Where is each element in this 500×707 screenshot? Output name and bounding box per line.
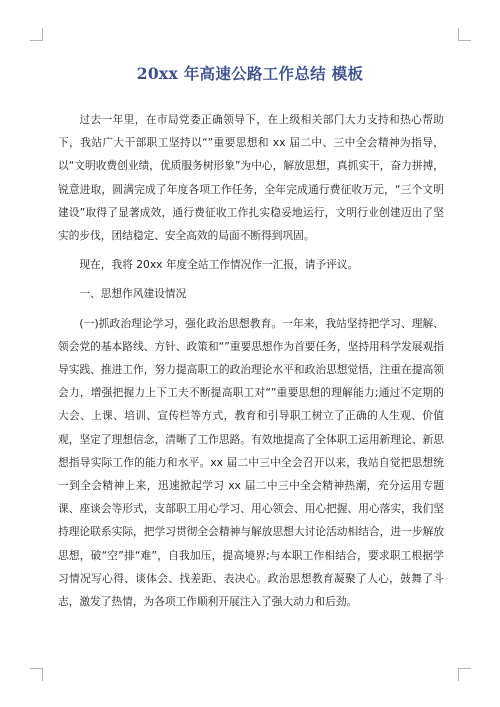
document-title: 20xx 年高速公路工作总结 模板: [136, 64, 364, 83]
paragraph-political-study: (一)抓政治理论学习，强化政治思想教育。一年来，我站坚持把学习、理解、领会党的基本路线、方针、政策和“”重要思想作为首要任务，坚持用科学发展观指导实践、推进工作，努力提高职工的政治理论水平和政治思想觉悟，注重在提高领会力，增强把握力上下工夫不断提高职工对“”重要思想的理解能力;通过不定期的大会、上课、培训、宣传栏等方式，教育和引导职工树立了正确的人生观、价值观，坚定了理想信念，清晰了工作思路。有效地提高了全体职工运用新理论、新思想指导实际工作的能力和水平。xx 届二中三中全会召开以来，我站自觉把思想统一到全会精神上来，迅速掀起学习 xx 届二中三中全会精神热潮，充分运用专题课、座谈会等形式，支部职工用心学习、用心领会、用心把握、用心落实，我们坚持理论联系实际，把学习贯彻全会精神与解放思想大讨论活动相结合，进一步解放思想，破“空”排“难”，自我加压，提高境界;与本职工作相结合，要求职工根据学习情况写心得、谈体会、找差距、表决心。政治思想教育凝聚了人心，鼓舞了斗志，激发了热情，为各项工作顺利开展注入了强大动力和后劲。: [58, 316, 444, 609]
crop-mark-top-right: [458, 28, 471, 41]
paragraph-report: 现在，我将 20xx 年度全站工作情况作一汇报，请予评议。: [79, 258, 359, 272]
document-body: [58, 108, 444, 619]
paragraph-intro: 过去一年里，在市局党委正确领导下，在上级相关部门大力支持和热心帮助下，我站广大干部职工坚持以“”重要思想和 xx 届二中、三中全会精神为指导，以“文明收费创业绩，优质服务树形象”为中心，解放思想，真抓实干，奋力拼搏，锐意进取，圆满完成了年度各项工作任务，全年完成通行费征收万元，“三个文明建设”取得了显著成效，通行费征收工作扎实稳妥地运行，文明行业创建迈出了坚实的步伐，团结稳定、安全高效的局面不断得到巩固。: [58, 113, 444, 243]
section-heading: 一、思想作风建设情况: [79, 287, 187, 301]
crop-mark-bottom-right: [458, 668, 471, 681]
crop-mark-bottom-left: [30, 668, 43, 681]
crop-mark-top-left: [30, 28, 43, 41]
